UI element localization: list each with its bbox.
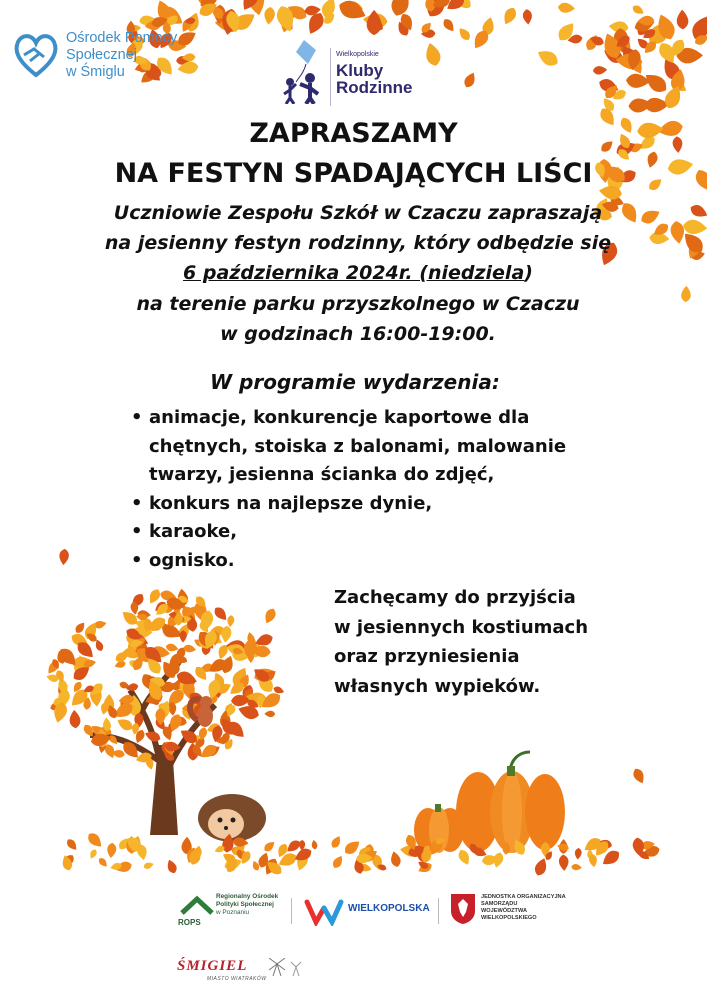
handshake-heart-icon (14, 31, 58, 79)
leaf-shape (423, 41, 442, 67)
leaf-shape (69, 710, 81, 729)
leaf-shape (388, 0, 413, 18)
sponsor-divider (438, 898, 439, 924)
leaf-shape (59, 549, 70, 566)
title-line1: ZAPRASZAMY (249, 118, 458, 149)
kluby-logo-line1: Kluby (336, 61, 384, 80)
kluby-logo-small: Wielkopolskie (336, 51, 379, 58)
program-title: W programie wydarzenia: (210, 370, 500, 394)
intro-line2: na jesienny festyn rodzinny, który odbędzie się (104, 232, 612, 254)
leaf-shape (264, 711, 275, 718)
leaf-shape (389, 850, 402, 868)
leaf-shape (263, 6, 275, 25)
encouragement-text (334, 583, 588, 701)
list-item: • konkurs na najlepsze dynie, (131, 490, 581, 519)
ops-logo-line1: Ośrodek Pomocy (66, 30, 178, 46)
leaf-shape (593, 65, 608, 75)
leaf-shape (522, 9, 533, 25)
leaf-shape (262, 607, 278, 626)
leaf-shape (106, 842, 116, 858)
coat-of-arms-icon (450, 893, 476, 925)
list-item-line: twarzy, jesienna ścianka do zdjęć, (149, 464, 495, 485)
leaf-shape (462, 71, 478, 90)
leaf-shape (88, 848, 98, 860)
event-date-close: ) (524, 262, 533, 284)
ops-smigiel-logo (14, 28, 214, 88)
title-line2: NA FESTYN SPADAJĄCYCH LIŚCI (114, 158, 593, 189)
intro-line1: Uczniowie Zespołu Szkół w Czaczu zapraszają (113, 202, 603, 224)
rops-chevron-icon (180, 893, 214, 917)
leaf-shape (441, 17, 457, 34)
sponsor-divider (291, 898, 292, 924)
leaf-shape (311, 839, 318, 849)
program-list (131, 404, 581, 575)
leaf-shape (676, 9, 688, 29)
encourage-line1: Zachęcamy do przyjścia (334, 587, 576, 608)
encourage-line3: oraz przyniesienia (334, 646, 520, 667)
encourage-line2: w jesiennych kostiumach (334, 616, 589, 638)
ground-leaves (60, 830, 661, 877)
leaf-shape (227, 615, 235, 628)
smigiel-slogan: MIASTO WIATRAKÓW (207, 976, 267, 982)
leaf-shape (456, 848, 472, 867)
leaf-shape (501, 5, 519, 26)
kluby-rodzinne-logo (276, 38, 426, 110)
leaf-shape (571, 864, 582, 871)
encourage-line4: własnych wypieków. (334, 675, 541, 697)
leaf-shape (535, 46, 561, 69)
list-item: • ognisko. (131, 547, 581, 576)
list-item: • karaoke, (131, 518, 581, 547)
leaf-shape (143, 861, 155, 870)
leaf-shape (212, 605, 230, 623)
rops-line3: w Poznaniu (216, 909, 250, 916)
event-date: 6 października 2024r. (niedziela (183, 262, 525, 284)
squirrel-illustration (190, 696, 213, 727)
rops-logo (178, 893, 298, 931)
jednostka-line4: WIELKOPOLSKIEGO (481, 915, 537, 921)
leaf-shape (165, 858, 178, 875)
leaf-shape (558, 2, 576, 13)
wielkopolska-label: WIELKOPOLSKA (348, 903, 430, 914)
leaf-shape (115, 716, 135, 733)
leaf-shape (330, 834, 343, 849)
jednostka-line1: JEDNOSTKA ORGANIZACYJNA (481, 894, 566, 900)
leaf-shape (631, 4, 646, 17)
ops-logo-line2: Społecznej (66, 47, 137, 63)
intro-line4: na terenie parku przyszkolnego w Czaczu (136, 293, 580, 315)
jednostka-line3: WOJEWÓDZTWA (481, 908, 527, 914)
rops-abbr: ROPS (178, 918, 201, 927)
list-item (131, 404, 581, 490)
family-kite-icon (276, 38, 328, 104)
leaf-shape (97, 856, 109, 868)
leaf-shape (456, 26, 472, 43)
windmill-icon (265, 958, 305, 978)
kluby-logo-line2: Rodzinne (336, 78, 413, 97)
leaf-shape (65, 837, 79, 852)
wielkopolska-logo (302, 894, 432, 928)
intro-date-line (0, 258, 707, 288)
list-item-line: • animacje, konkurencje kaportowe dla (149, 407, 530, 428)
rops-line1: Regionalny Ośrodek (216, 893, 279, 900)
jednostka-logo (448, 893, 588, 929)
smigiel-logo (177, 958, 317, 988)
hedgehog-illustration (198, 794, 266, 842)
leaf-shape (631, 767, 647, 786)
leaf-shape (85, 830, 104, 850)
intro-line5: w godzinach 16:00-19:00. (220, 323, 496, 345)
pumpkins-illustration (414, 752, 565, 853)
leaf-shape (558, 854, 569, 871)
jednostka-line2: SAMORZĄDU (481, 901, 518, 907)
leaf-shape (262, 839, 277, 853)
wielkopolska-w-icon (304, 896, 344, 926)
smigiel-name: ŚMIGIEL (177, 958, 248, 974)
rops-line2: Polityki Społecznej (216, 901, 274, 908)
leaf-shape (574, 848, 582, 860)
leaf-shape (331, 854, 345, 870)
logo-divider (330, 48, 331, 106)
ops-logo-line3: w Śmiglu (66, 64, 125, 80)
list-item-line: chętnych, stoiska z balonami, malowanie (149, 435, 567, 457)
